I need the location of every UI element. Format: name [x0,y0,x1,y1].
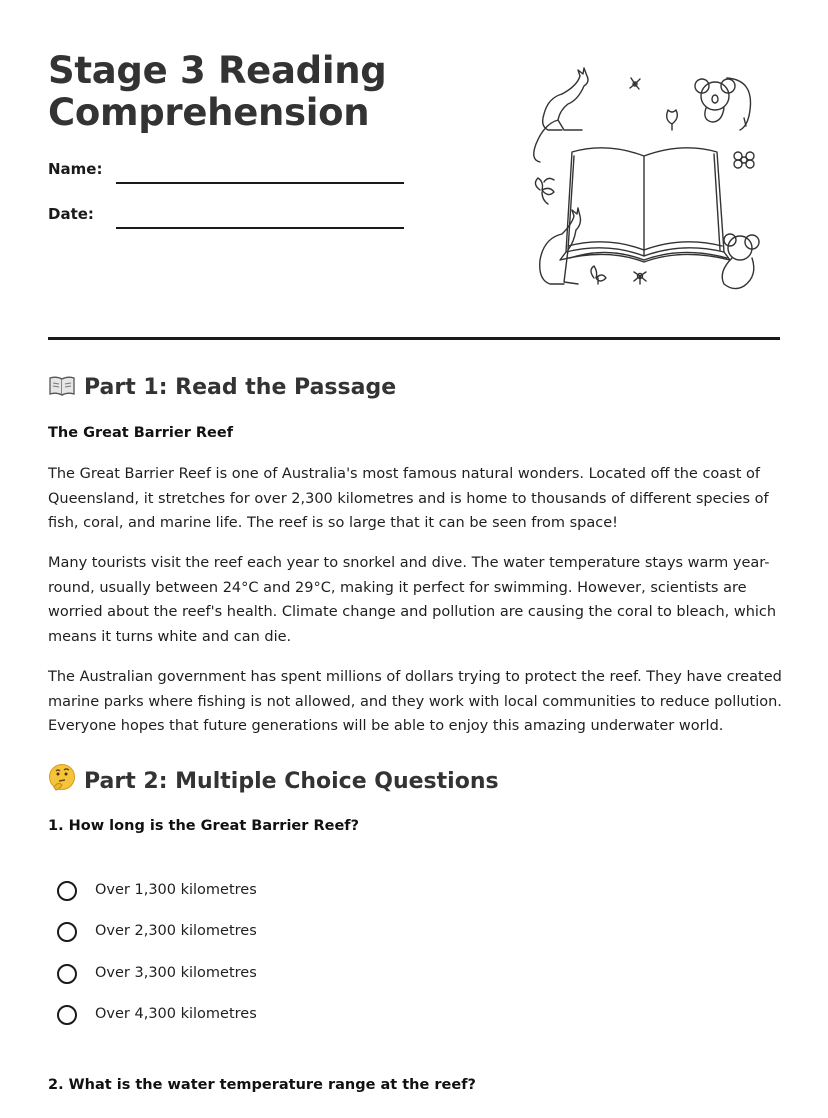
part1-heading [48,374,396,402]
radio-button[interactable] [57,881,77,901]
question-2: 2. What is the water temperature range at the reef? [48,1077,476,1093]
title-line-1: Stage 3 Reading [48,49,387,92]
part2-heading-text: Part 2: Multiple Choice Questions [84,769,499,794]
option-label: Over 4,300 kilometres [95,1006,257,1022]
passage-paragraph-3: The Australian government has spent millions of dollars trying to protect the reef. They have created marine parks where fishing is not allowed, and they work with local communities to reduce pollution. Everyone hopes that future generations will be able to enjoy this amazing underwater world. [48,669,782,735]
part1-heading-text: Part 1: Read the Passage [84,375,397,400]
part2-heading [48,763,499,796]
option-label: Over 3,300 kilometres [95,965,257,981]
passage-paragraph-1: The Great Barrier Reef is one of Australia's most famous natural wonders. Located off the coast of Queensland, it stretches for over 2,300 kilometres and is home to thousands of different species of fish, coral, and marine life. The reef is so large that it can be seen from space! [48,466,769,532]
option-label: Over 1,300 kilometres [95,882,257,898]
name-label: Name: [48,160,103,178]
thinking-face-icon [48,763,76,791]
open-book-icon [48,375,76,397]
title-line-2: Comprehension [48,91,370,134]
name-line[interactable] [116,182,404,184]
date-label: Date: [48,205,94,223]
page-title [48,50,386,134]
question-1: 1. How long is the Great Barrier Reef? [48,818,359,834]
radio-button[interactable] [57,922,77,942]
passage-title: The Great Barrier Reef [48,425,234,441]
passage-paragraph-2: Many tourists visit the reef each year to snorkel and dive. The water temperature stays warm year-round, usually between 24°C and 29°C, making it perfect for swimming. However, scientists are worried about the reef's health. Climate change and pollution are causing the coral to bleach, which means it turns white and can die. [48,555,777,645]
radio-button[interactable] [57,1005,77,1025]
date-line[interactable] [116,227,404,229]
radio-button[interactable] [57,964,77,984]
book-animals-illustration-icon [522,64,768,298]
header-divider [48,337,780,340]
option-label: Over 2,300 kilometres [95,923,257,939]
